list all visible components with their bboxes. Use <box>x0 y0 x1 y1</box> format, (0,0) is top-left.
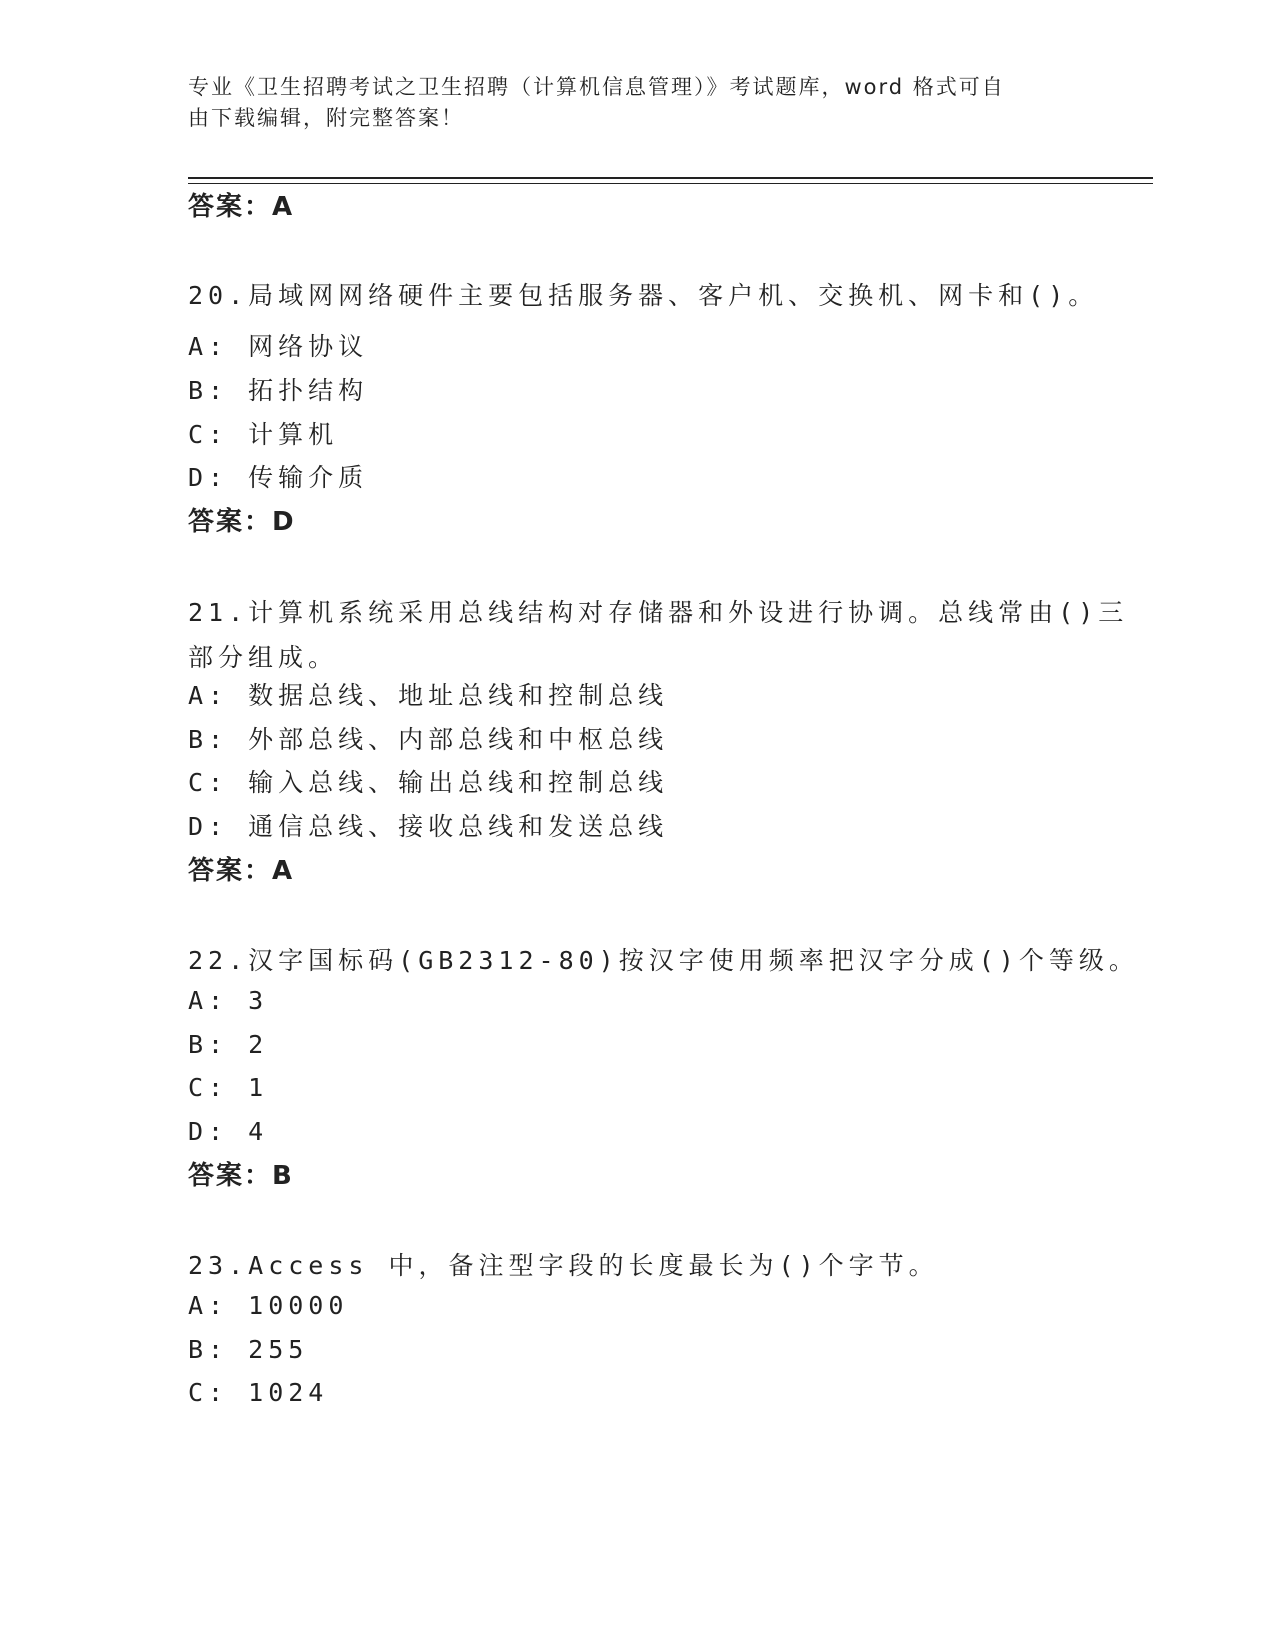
question-20-option-b: B: 拓扑结构 <box>188 376 369 405</box>
question-23-option-c: C: 1024 <box>188 1378 329 1407</box>
answer-19: 答案：A <box>188 192 295 222</box>
question-20-stem <box>188 273 1099 318</box>
question-20-option-c: C: 计算机 <box>188 420 339 449</box>
question-22-stem <box>188 938 1139 983</box>
question-20-text: 20.局域网网络硬件主要包括服务器、客户机、交换机、网卡和()。 <box>188 281 1099 310</box>
question-23-text: 23.Access 中，备注型字段的长度最长为()个字节。 <box>188 1251 939 1280</box>
question-21-answer: 答案：A <box>188 856 295 886</box>
question-22-option-b: B: 2 <box>188 1030 269 1059</box>
question-22-option-c: C: 1 <box>188 1073 269 1102</box>
question-21-option-b: B: 外部总线、内部总线和中枢总线 <box>188 725 669 754</box>
question-22-option-a: A: 3 <box>188 986 269 1015</box>
question-22-text: 22.汉字国标码(GB2312-80)按汉字使用频率把汉字分成()个等级。 <box>188 946 1139 975</box>
question-20-option-a: A: 网络协议 <box>188 332 369 361</box>
question-20-option-d: D: 传输介质 <box>188 463 369 492</box>
header-line-2: 由下载编辑，附完整答案！ <box>188 106 464 130</box>
question-23-option-b: B: 255 <box>188 1335 309 1364</box>
header-divider-thin <box>188 183 1153 184</box>
question-23-stem <box>188 1243 1088 1288</box>
header-divider-thick <box>188 177 1153 179</box>
question-21-text-line-1: 21.计算机系统采用总线结构对存储器和外设进行协调。总线常由()三 <box>188 598 1129 627</box>
document-header <box>188 72 1088 134</box>
question-21-text-line-2: 部分组成。 <box>188 643 339 672</box>
header-line-1: 专业《卫生招聘考试之卫生招聘（计算机信息管理）》考试题库，word 格式可自 <box>188 75 1005 99</box>
question-22-answer: 答案：B <box>188 1161 294 1191</box>
question-21-stem <box>188 590 1129 680</box>
question-21-option-c: C: 输入总线、输出总线和控制总线 <box>188 768 669 797</box>
question-21-option-d: D: 通信总线、接收总线和发送总线 <box>188 812 669 841</box>
question-21-option-a: A: 数据总线、地址总线和控制总线 <box>188 681 669 710</box>
question-20-answer: 答案：D <box>188 507 296 537</box>
question-22-option-d: D: 4 <box>188 1117 269 1146</box>
question-23-option-a: A: 10000 <box>188 1291 349 1320</box>
